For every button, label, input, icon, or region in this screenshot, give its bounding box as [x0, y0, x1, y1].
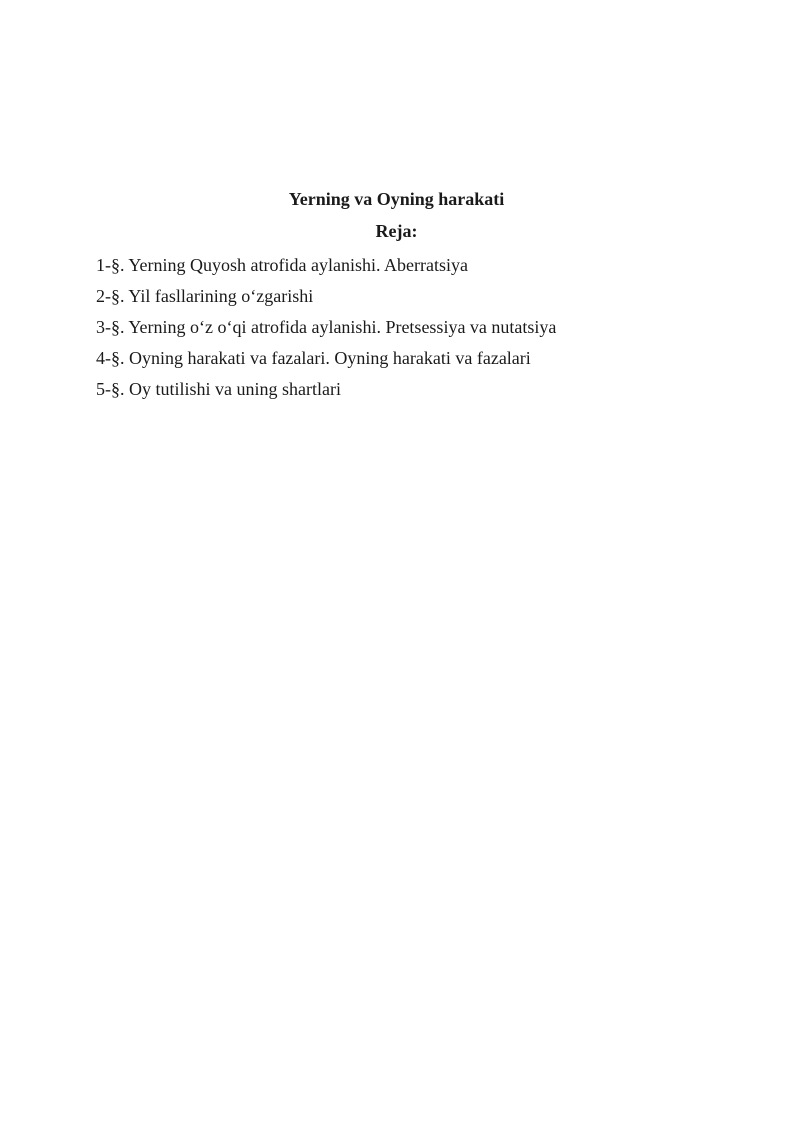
plan-heading: Reja:	[375, 221, 418, 241]
plan-item: 3-§. Yerning o‘z o‘qi atrofida aylanishi. Pretsessiya va nutatsiya	[96, 317, 557, 337]
document-title: Yerning va Oyning harakati	[288, 189, 505, 209]
plan-item: 2-§. Yil fasllarining o‘zgarishi	[96, 286, 314, 306]
plan-item: 1-§. Yerning Quyosh atrofida aylanishi. Aberratsiya	[96, 255, 468, 275]
plan-list	[96, 250, 556, 405]
plan-item: 4-§. Oyning harakati va fazalari. Oyning harakati va fazalari	[96, 348, 531, 368]
plan-item: 5-§. Oy tutilishi va uning shartlari	[96, 379, 341, 399]
